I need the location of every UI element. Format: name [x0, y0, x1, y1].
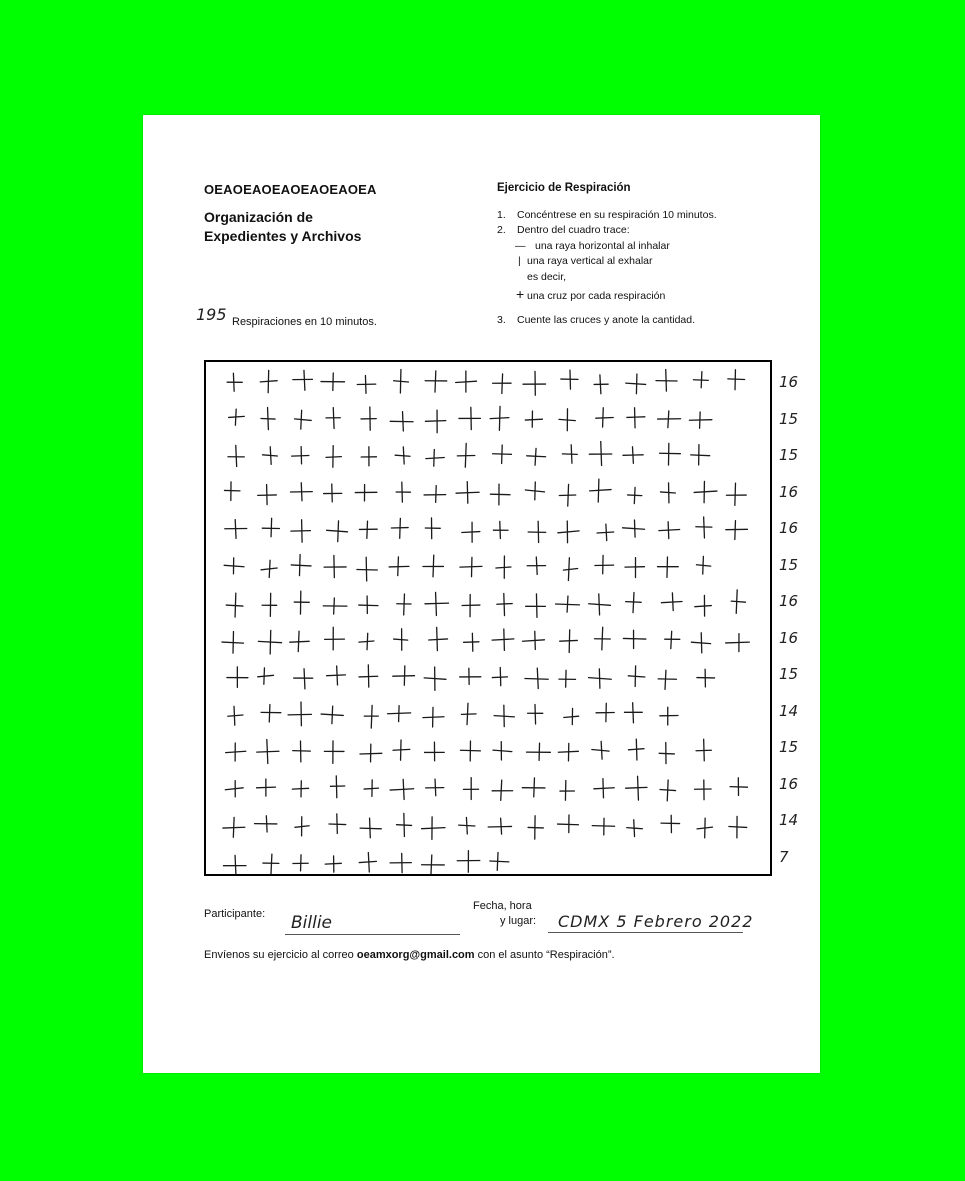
breath-cross: [229, 409, 245, 425]
breath-cross: [394, 629, 408, 650]
breath-cross: [659, 743, 674, 764]
breath-cross: [596, 408, 613, 427]
breath-cross: [658, 411, 681, 428]
breath-cross: [697, 818, 712, 838]
breath-cross: [357, 557, 377, 581]
breath-cross: [397, 813, 412, 836]
handwritten-crosses: [206, 362, 770, 874]
breath-cross: [556, 596, 580, 612]
breath-cross: [325, 856, 341, 872]
breath-cross: [463, 778, 478, 800]
breath-cross: [224, 482, 239, 501]
breath-cross: [656, 369, 677, 391]
breath-cross: [626, 374, 646, 394]
breath-cross: [293, 855, 308, 871]
breathing-crosses-box: [204, 360, 772, 876]
send-suffix: con el asunto “Respiración”.: [477, 949, 615, 961]
breath-cross: [426, 779, 444, 796]
breath-cross: [357, 375, 375, 393]
breath-cross: [525, 668, 548, 688]
breath-cross: [696, 556, 710, 574]
participant-label: Participante:: [204, 908, 266, 920]
breath-cross: [327, 521, 348, 542]
breath-cross: [393, 740, 410, 760]
breath-cross: [558, 743, 578, 761]
row-count-label: 14: [779, 811, 799, 829]
breath-cross: [459, 817, 475, 834]
instruction-step-3: [497, 313, 695, 327]
breath-cross: [590, 479, 611, 502]
breath-cross: [627, 408, 645, 428]
breath-cross: [693, 372, 708, 388]
instruction-horizontal-line: [497, 239, 670, 253]
breath-cross: [595, 555, 614, 573]
breath-cross: [227, 667, 248, 687]
breath-cross: [589, 669, 612, 688]
breath-cross: [263, 447, 278, 465]
breath-cross: [293, 741, 311, 762]
breath-cross: [389, 557, 409, 576]
breath-cross: [496, 556, 511, 578]
breath-cross: [397, 594, 411, 615]
breath-cross: [258, 630, 281, 654]
breath-cross: [290, 631, 309, 651]
breath-cross: [492, 668, 507, 686]
breath-cross: [390, 779, 414, 799]
breath-cross: [292, 447, 309, 464]
breath-cross: [324, 484, 342, 502]
step-number: 3.: [497, 314, 506, 326]
breath-cross: [660, 707, 678, 725]
row-count-label: 15: [779, 738, 799, 756]
row-count-label: 15: [779, 555, 799, 574]
breath-cross: [691, 445, 710, 465]
breath-cross: [263, 854, 279, 874]
breath-cross: [594, 375, 608, 394]
breath-cross: [564, 708, 579, 724]
breath-cross: [326, 446, 341, 468]
breath-cross: [228, 706, 243, 725]
breath-cross: [330, 776, 344, 798]
breath-cross: [527, 448, 546, 465]
breath-cross: [493, 742, 512, 760]
breath-cross: [560, 781, 574, 801]
breath-cross: [462, 594, 480, 616]
breath-cross: [626, 593, 642, 613]
breath-cross: [262, 518, 279, 537]
breath-cross: [661, 815, 680, 832]
breath-cross: [424, 667, 446, 690]
breath-cross: [225, 781, 243, 797]
breath-cross: [665, 631, 680, 648]
breath-cross: [321, 706, 343, 724]
participant-name-handwritten: Billie: [291, 913, 333, 933]
breath-cross: [697, 669, 715, 687]
breath-cross: [325, 627, 345, 650]
breath-cross: [628, 487, 642, 503]
breath-cross: [696, 739, 711, 761]
breath-cross: [324, 741, 344, 763]
breath-cross: [695, 595, 712, 616]
breath-cross: [558, 815, 579, 833]
breath-cross: [422, 817, 445, 839]
breath-cross: [294, 591, 309, 614]
breath-cross: [689, 412, 712, 428]
breath-cross: [329, 814, 346, 834]
breath-cross: [395, 447, 410, 464]
breath-cross: [295, 410, 312, 429]
breath-cross: [597, 524, 614, 540]
submission-instructions: [204, 949, 615, 961]
breath-cross: [294, 669, 313, 689]
breath-cross: [288, 702, 311, 726]
step-number: 2.: [497, 224, 506, 236]
breath-cross: [522, 778, 545, 797]
breath-cross: [360, 818, 381, 838]
breath-count-label: Respiraciones en 10 minutos.: [232, 316, 377, 328]
row-count-label: 7: [779, 847, 789, 866]
breath-cross: [526, 743, 550, 760]
breath-cross: [623, 447, 643, 464]
instruction-step-1: [497, 208, 717, 222]
breath-cross: [324, 556, 346, 578]
breath-cross: [525, 482, 544, 500]
breath-cross: [494, 705, 514, 726]
breath-cross: [424, 486, 446, 503]
breath-cross: [558, 521, 579, 543]
breath-cross: [391, 518, 408, 538]
breath-cross: [423, 707, 444, 727]
breath-cross: [223, 817, 245, 837]
breath-cross: [596, 703, 614, 721]
instruction-vertical-line: [497, 254, 652, 268]
breath-cross: [592, 818, 614, 835]
breath-cross: [258, 485, 277, 505]
date-label-line-1: Fecha, hora: [473, 900, 532, 912]
breath-cross: [394, 370, 409, 393]
vertical-stroke-icon: |: [518, 255, 521, 267]
breath-cross: [589, 442, 611, 466]
date-place-handwritten: CDMX 5 Febrero 2022: [558, 912, 754, 931]
step-text: Dentro del cuadro trace:: [517, 224, 630, 236]
row-count-label: 16: [779, 519, 799, 537]
breath-cross: [292, 781, 308, 797]
breath-cross: [255, 816, 277, 832]
step-text: Cuente las cruces y anote la cantidad.: [517, 314, 696, 326]
breath-cross: [291, 520, 311, 543]
breath-cross: [492, 780, 513, 800]
breath-cross: [355, 485, 377, 502]
breath-cross: [523, 371, 546, 395]
breath-cross: [223, 855, 246, 874]
breath-cross: [560, 630, 578, 653]
breath-cross: [359, 521, 377, 538]
breath-cross: [657, 557, 678, 577]
breath-cross: [262, 593, 277, 616]
breath-cross: [628, 739, 644, 760]
row-count-label: 16: [779, 628, 799, 647]
breath-cross: [425, 592, 449, 615]
breath-cross: [559, 409, 575, 431]
row-count-label: 16: [779, 774, 799, 793]
breath-cross: [460, 668, 481, 684]
breath-cross: [726, 634, 750, 652]
breath-cross: [457, 443, 474, 467]
date-label-line-2: y lugar:: [500, 915, 537, 927]
breath-cross: [456, 482, 479, 504]
row-count-label: 15: [779, 446, 799, 464]
breath-cross: [694, 481, 717, 502]
breath-cross: [426, 449, 444, 466]
breath-cross: [461, 703, 476, 724]
breath-cross: [660, 780, 676, 801]
breath-cross: [488, 818, 511, 834]
instruction-text: una cruz por cada respiración: [527, 290, 666, 302]
breath-cross: [460, 557, 482, 576]
breath-cross: [291, 555, 311, 576]
breath-cross: [493, 445, 512, 463]
breath-cross: [359, 633, 374, 650]
breath-cross: [460, 741, 480, 761]
breath-cross: [321, 373, 345, 391]
send-prefix: Envíenos su ejercicio al correo: [204, 949, 354, 961]
breath-cross: [528, 704, 543, 724]
breath-cross: [462, 522, 480, 542]
breath-cross: [695, 780, 712, 800]
breath-cross: [425, 410, 445, 433]
breath-cross: [559, 484, 575, 506]
breath-cross: [422, 855, 445, 874]
breath-cross: [659, 522, 680, 539]
breath-cross: [528, 816, 543, 839]
breath-cross: [359, 665, 378, 687]
breath-cross: [559, 670, 576, 687]
breath-cross: [260, 370, 277, 392]
breath-cross: [623, 630, 645, 648]
breath-cross: [364, 705, 378, 728]
breath-cross: [359, 853, 376, 872]
breath-cross: [396, 482, 410, 502]
breath-cross: [731, 590, 745, 613]
breath-cross: [327, 666, 346, 685]
breath-cross: [261, 408, 275, 430]
breath-cross: [730, 778, 747, 796]
contact-email: oeamxorg@gmail.com: [356, 949, 475, 961]
breath-cross: [429, 627, 448, 650]
breath-cross: [257, 740, 279, 764]
breath-cross: [258, 668, 274, 684]
breath-cross: [525, 411, 542, 427]
breath-cross: [628, 666, 645, 687]
breath-cross: [227, 373, 242, 391]
row-count-label: 16: [779, 592, 799, 610]
breath-cross: [464, 633, 479, 651]
step-number: 1.: [497, 209, 506, 221]
breath-cross: [226, 743, 246, 761]
breath-cross: [490, 853, 509, 871]
breath-cross: [493, 521, 508, 538]
breath-cross: [295, 817, 309, 836]
breath-cross: [257, 779, 276, 796]
breath-cross: [691, 633, 710, 653]
breath-cross: [459, 407, 481, 429]
organization-code: OEAOEAOEAOEAOEAOEA: [204, 182, 377, 197]
breath-cross: [293, 370, 313, 390]
step-text: Concéntrese en su respiración 10 minutos.: [517, 209, 717, 221]
row-count-label: 15: [779, 665, 799, 683]
breath-cross: [457, 851, 480, 873]
breath-cross: [224, 558, 244, 574]
breath-cross: [625, 558, 644, 578]
breath-count-handwritten: 195: [196, 305, 227, 324]
breath-cross: [626, 776, 647, 800]
cross-icon: +: [516, 286, 525, 302]
breath-cross: [228, 445, 244, 466]
breath-cross: [393, 666, 415, 685]
breath-cross: [528, 521, 546, 542]
breath-cross: [390, 853, 411, 872]
breath-cross: [696, 517, 712, 538]
row-count-label: 14: [779, 701, 799, 720]
breath-cross: [425, 518, 440, 539]
breath-cross: [492, 629, 514, 650]
breath-cross: [323, 598, 347, 614]
breath-cross: [361, 407, 376, 430]
breath-cross: [595, 627, 611, 650]
breath-cross: [562, 445, 577, 463]
breath-cross: [728, 370, 745, 390]
participant-underline: [285, 934, 460, 935]
instruction-es-decir: es decir,: [527, 271, 567, 283]
instruction-cross: [497, 287, 665, 303]
organization-name: Organización de Expedientes y Archivos: [204, 209, 362, 244]
breath-cross: [563, 558, 577, 581]
breath-cross: [425, 371, 447, 392]
breath-cross: [589, 594, 611, 615]
date-underline: [548, 932, 743, 933]
breath-cross: [523, 631, 545, 649]
breath-cross: [627, 820, 643, 837]
breath-cross: [361, 447, 376, 466]
breath-cross: [660, 483, 675, 503]
horizontal-stroke-icon: —: [515, 240, 526, 252]
row-count-label: 15: [779, 409, 799, 428]
breath-cross: [226, 593, 243, 617]
instructions-title: Ejercicio de Respiración: [497, 182, 631, 194]
instruction-text: una raya vertical al exhalar: [527, 255, 653, 267]
breath-cross: [493, 374, 512, 394]
breath-cross: [526, 594, 546, 617]
breath-cross: [661, 593, 682, 611]
breath-cross: [623, 520, 645, 537]
breath-cross: [490, 406, 509, 430]
breath-cross: [326, 408, 340, 429]
breath-cross: [594, 779, 614, 798]
instruction-text: una raya horizontal al inhalar: [535, 240, 670, 252]
breath-cross: [726, 521, 748, 540]
row-count-label: 16: [779, 482, 799, 501]
breath-cross: [425, 742, 445, 761]
breath-cross: [225, 520, 247, 539]
worksheet-page: [143, 115, 820, 1073]
breath-cross: [364, 780, 378, 797]
breath-cross: [729, 816, 747, 837]
breath-cross: [261, 705, 281, 722]
row-count-label: 16: [779, 373, 799, 391]
breath-cross: [726, 483, 746, 505]
breath-cross: [359, 596, 378, 613]
breath-cross: [388, 706, 411, 722]
breath-cross: [490, 484, 510, 505]
breath-cross: [658, 670, 676, 689]
instruction-step-2: [497, 223, 630, 237]
breath-cross: [456, 371, 477, 392]
breath-cross: [497, 594, 512, 616]
breath-cross: [290, 483, 312, 501]
breath-cross: [222, 632, 244, 654]
breath-cross: [624, 703, 642, 723]
breath-cross: [561, 370, 578, 389]
breath-cross: [390, 412, 413, 431]
breath-cross: [592, 741, 609, 759]
breath-cross: [423, 555, 443, 577]
breath-cross: [261, 560, 277, 577]
breath-cross: [527, 557, 545, 574]
breath-cross: [660, 443, 681, 465]
breath-cross: [360, 744, 382, 762]
